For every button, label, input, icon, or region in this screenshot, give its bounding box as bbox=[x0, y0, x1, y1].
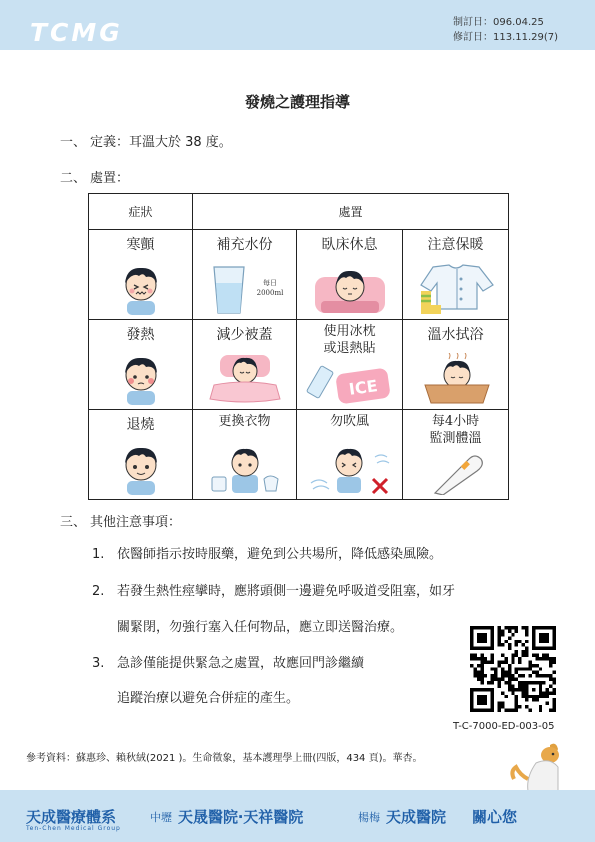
note-continuation bbox=[92, 690, 299, 708]
note-text: 依醫師指示按時服藥，避免到公共場所，降低感染風險。 bbox=[117, 547, 443, 562]
action-label: 減少被蓋 bbox=[216, 327, 273, 343]
note-number: 2. bbox=[92, 584, 105, 599]
action-cell bbox=[193, 410, 297, 500]
action-label: 溫水拭浴 bbox=[427, 327, 484, 343]
document-dates bbox=[453, 15, 558, 45]
note-continuation bbox=[92, 619, 403, 637]
definition-text: 定義：耳溫大於 38 度。 bbox=[90, 135, 232, 150]
water-amount-note: 每日 2000ml bbox=[256, 279, 283, 297]
section-number: 三、 bbox=[60, 515, 87, 530]
action-label: 補充水份 bbox=[216, 237, 273, 253]
symptom-cell bbox=[89, 320, 193, 410]
created-date: 制訂日：096.04.25 bbox=[453, 17, 544, 28]
action-cell bbox=[297, 410, 403, 500]
reference-text: 參考資料：蘇惠珍、賴秋絨(2021 )。生命徵象，基本護理學上冊(四版，434 頁)。華杏。 bbox=[26, 753, 423, 764]
action-cell bbox=[403, 230, 509, 320]
footer-slogan: 關心您 bbox=[472, 808, 518, 826]
note-item bbox=[92, 655, 364, 673]
notes-heading: 其他注意事項： bbox=[90, 515, 182, 530]
note-number: 3. bbox=[92, 656, 105, 671]
bed-rest-illustration bbox=[297, 263, 402, 315]
action-label: 臥床休息 bbox=[321, 237, 378, 253]
document-code: T-C-7000-ED-003-05 bbox=[453, 721, 555, 732]
symptom-cell bbox=[89, 410, 193, 500]
water-glass-illustration bbox=[193, 263, 296, 315]
note-text: 急診僅能提供緊急之處置，故應回門診繼續 bbox=[117, 656, 365, 671]
kangaroo-mascot-image bbox=[506, 741, 570, 791]
page-title: 發燒之護理指導 bbox=[244, 93, 350, 111]
section-number: 二、 bbox=[60, 171, 87, 186]
recovered-child-illustration bbox=[89, 443, 192, 495]
footer-band bbox=[0, 790, 595, 842]
action-label: 注意保暖 bbox=[427, 237, 484, 253]
ice-label: ICE bbox=[347, 376, 379, 399]
note-text: 追蹤治療以避免合併症的產生。 bbox=[117, 691, 300, 706]
symptom-label: 退燒 bbox=[126, 417, 155, 433]
location-zhongli: 中壢 bbox=[150, 811, 172, 824]
symptom-label: 寒顫 bbox=[126, 237, 155, 253]
treatment-heading: 處置： bbox=[90, 171, 130, 186]
action-cell bbox=[403, 320, 509, 410]
shivering-child-illustration bbox=[89, 263, 192, 315]
ear-thermometer-illustration bbox=[403, 449, 508, 495]
action-cell bbox=[297, 320, 403, 410]
qr-code[interactable] bbox=[470, 626, 556, 712]
section-definition bbox=[60, 131, 232, 150]
avoid-wind-illustration bbox=[297, 443, 402, 495]
action-cell bbox=[297, 230, 403, 320]
table-row bbox=[89, 410, 509, 500]
note-number: 1. bbox=[92, 547, 105, 562]
action-cell bbox=[403, 410, 509, 500]
table-row bbox=[89, 320, 509, 410]
sponge-bath-illustration bbox=[403, 353, 508, 405]
symptom-label: 發熱 bbox=[126, 327, 155, 343]
tcmg-logo: TCMG bbox=[30, 18, 123, 47]
warm-clothes-illustration bbox=[403, 263, 508, 315]
action-label: 更換衣物 bbox=[218, 414, 271, 429]
action-cell bbox=[193, 230, 297, 320]
note-item bbox=[92, 546, 442, 564]
section-notes bbox=[60, 511, 181, 530]
header-action: 處置 bbox=[193, 194, 509, 230]
location-yangmei: 楊梅 bbox=[358, 811, 380, 824]
action-label: 勿吹風 bbox=[329, 414, 369, 429]
section-number: 一、 bbox=[60, 135, 87, 150]
hospital-name-yangmei: 天成醫院 bbox=[386, 808, 447, 826]
action-label: 每4小時 監測體溫 bbox=[429, 414, 482, 446]
note-text: 若發生熱性痙攣時，應將頭側一邊避免呼吸道受阻塞，如牙 bbox=[117, 584, 456, 599]
feverish-child-illustration bbox=[89, 353, 192, 405]
note-text: 關緊閉，勿強行塞入任何物品，應立即送醫治療。 bbox=[117, 620, 404, 635]
change-clothes-illustration bbox=[193, 443, 296, 495]
action-label: 使用冰枕 或退熱貼 bbox=[323, 324, 376, 356]
section-treatment bbox=[60, 167, 129, 186]
light-blanket-illustration bbox=[193, 353, 296, 405]
header-symptom: 症狀 bbox=[89, 194, 193, 230]
header-band bbox=[0, 0, 595, 50]
revised-date: 修訂日：113.11.29(7) bbox=[453, 32, 559, 43]
note-item bbox=[92, 583, 455, 601]
group-name: 天成醫療體系 bbox=[26, 808, 117, 826]
care-table bbox=[88, 193, 509, 500]
action-cell bbox=[193, 320, 297, 410]
group-name-english: Ten-Chen Medical Group bbox=[26, 825, 121, 832]
ice-pack-illustration bbox=[297, 363, 402, 405]
symptom-cell bbox=[89, 230, 193, 320]
table-header-row bbox=[89, 194, 509, 230]
table-row bbox=[89, 230, 509, 320]
hospital-names-zhongli: 天晟醫院‧天祥醫院 bbox=[178, 808, 304, 826]
